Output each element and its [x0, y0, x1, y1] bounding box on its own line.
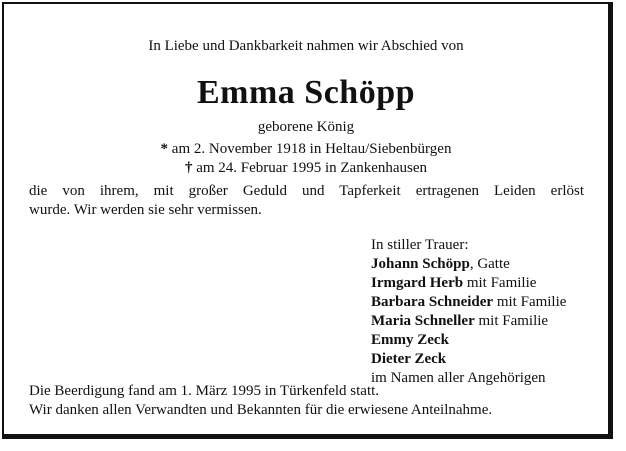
death-date-place: am 24. Februar 1995 in Zankenhausen: [196, 160, 428, 176]
birth-date-place: am 2. November 1918 in Heltau/Siebenbürgen: [171, 141, 452, 157]
thanks-line: Wir danken allen Verwandten und Bekannten für die erwiesene Anteilnahme.: [29, 402, 493, 418]
mourner-entry: [371, 293, 566, 312]
death-cross-icon: †: [184, 160, 193, 176]
funeral-line: Die Beerdigung fand am 1. März 1995 in Türkenfeld statt.: [29, 383, 380, 399]
obituary-notice: [2, 2, 613, 439]
mourner-name: Dieter Zeck: [371, 351, 447, 367]
mourner-entry: [371, 274, 566, 293]
mourners-block: [371, 236, 566, 388]
mourner-relation: mit Familie: [493, 294, 567, 310]
deceased-name: Emma Schöpp: [196, 74, 416, 111]
mourner-entry: [371, 255, 566, 274]
mourning-heading: In stiller Trauer:: [371, 237, 469, 253]
mourner-name: Irmgard Herb: [371, 275, 464, 291]
mourner-entry: [371, 350, 566, 369]
mourning-footer: im Namen aller Angehörigen: [371, 370, 546, 386]
mourner-entry: [371, 331, 566, 350]
birth-line: [4, 141, 608, 158]
closing-text: [29, 382, 492, 420]
mourner-name: Maria Schneller: [371, 313, 475, 329]
mourner-name: Johann Schöpp: [371, 256, 470, 272]
tribute-text: [29, 182, 584, 220]
intro-text: In Liebe und Dankbarkeit nahmen wir Abschied von: [148, 38, 464, 54]
maiden-name: geborene König: [257, 119, 355, 135]
tribute-line-1: die von ihrem, mit großer Geduld und Tapferkeit ertragenen Leiden erlöst: [29, 183, 584, 199]
mourner-name: Barbara Schneider: [371, 294, 494, 310]
mourner-entry: [371, 312, 566, 331]
mourner-relation: mit Familie: [463, 275, 537, 291]
birth-star-icon: *: [160, 141, 169, 157]
death-line: [4, 160, 608, 177]
mourner-relation: , Gatte: [469, 256, 510, 272]
mourner-relation: mit Familie: [474, 313, 549, 329]
tribute-line-2: wurde. Wir werden sie sehr vermissen.: [29, 202, 262, 218]
mourner-name: Emmy Zeck: [371, 332, 449, 348]
